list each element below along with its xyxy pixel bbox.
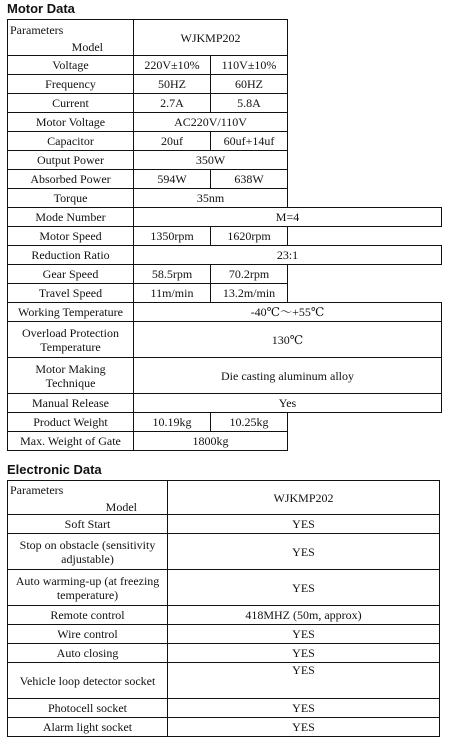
row-label: Stop on obstacle (sensitivity adjustable) (8, 534, 168, 570)
spacer (288, 20, 442, 56)
row-label: Mode Number (8, 208, 134, 227)
row-label: Auto warming-up (at freezing temperature) (8, 570, 168, 606)
spacer (288, 170, 442, 189)
row-label: Manual Release (8, 394, 134, 413)
spacer (288, 432, 442, 451)
cell-value: 50HZ (134, 75, 211, 94)
spacer (288, 113, 442, 132)
row-label: Voltage (8, 56, 134, 75)
cell-value: 10.25kg (211, 413, 288, 432)
cell-value: 10.19kg (134, 413, 211, 432)
motor-data-table (7, 19, 442, 451)
row-label: Auto closing (8, 644, 168, 663)
row-label: Product Weight (8, 413, 134, 432)
row-label: Vehicle loop detector socket (8, 663, 168, 699)
cell-value: 130℃ (134, 322, 442, 358)
spacer (288, 189, 442, 208)
spacer (288, 227, 442, 246)
cell-value: 594W (134, 170, 211, 189)
row-label: Alarm light socket (8, 718, 168, 737)
row-label: Motor Speed (8, 227, 134, 246)
motor-header-model: WJKMP202 (134, 20, 288, 56)
header-parameters-label: Parameters (10, 482, 64, 497)
spacer (288, 413, 442, 432)
cell-value: YES (168, 515, 440, 534)
row-label: Current (8, 94, 134, 113)
cell-value: 58.5rpm (134, 265, 211, 284)
cell-value: 5.8A (211, 94, 288, 113)
cell-value: AC220V/110V (134, 113, 288, 132)
row-label: Max. Weight of Gate (8, 432, 134, 451)
row-label: Photocell socket (8, 699, 168, 718)
electronic-data-table (7, 480, 440, 737)
cell-value: 60HZ (211, 75, 288, 94)
electronic-data-heading: Electronic Data (7, 462, 102, 477)
row-label: Reduction Ratio (8, 246, 134, 265)
spacer (288, 56, 442, 75)
row-label: Frequency (8, 75, 134, 94)
cell-value: 2.7A (134, 94, 211, 113)
cell-value: Die casting aluminum alloy (134, 358, 442, 394)
electronic-header-model: WJKMP202 (168, 481, 440, 515)
row-label: Motor Making Technique (8, 358, 134, 394)
cell-value: 20uf (134, 132, 211, 151)
cell-value: -40℃～+55℃ (134, 303, 442, 322)
row-label: Absorbed Power (8, 170, 134, 189)
row-label: Motor Voltage (8, 113, 134, 132)
cell-value: 70.2rpm (211, 265, 288, 284)
cell-value: 13.2m/min (211, 284, 288, 303)
row-label: Wire control (8, 625, 168, 644)
cell-value: YES (168, 663, 440, 699)
cell-value: 23:1 (134, 246, 442, 265)
row-label: Output Power (8, 151, 134, 170)
spacer (288, 132, 442, 151)
row-label: Overload Protection Temperature (8, 322, 134, 358)
spacer (288, 94, 442, 113)
row-label: Working Temperature (8, 303, 134, 322)
cell-value: YES (168, 699, 440, 718)
header-model-label: Model (71, 39, 103, 54)
cell-value: YES (168, 570, 440, 606)
motor-data-heading: Motor Data (7, 1, 75, 16)
row-label: Torque (8, 189, 134, 208)
motor-header-corner (8, 20, 134, 56)
row-label: Remote control (8, 606, 168, 625)
cell-value: YES (168, 718, 440, 737)
electronic-header-corner (8, 481, 168, 515)
row-label: Capacitor (8, 132, 134, 151)
cell-value: 60uf+14uf (211, 132, 288, 151)
cell-value: M=4 (134, 208, 442, 227)
header-model-label: Model (105, 499, 137, 514)
spacer (288, 265, 442, 284)
row-label: Gear Speed (8, 265, 134, 284)
spacer (288, 75, 442, 94)
cell-value: 1350rpm (134, 227, 211, 246)
header-parameters-label: Parameters (10, 22, 64, 37)
cell-value: 1620rpm (211, 227, 288, 246)
cell-value: 11m/min (134, 284, 211, 303)
row-label: Soft Start (8, 515, 168, 534)
cell-value: Yes (134, 394, 442, 413)
spacer (288, 151, 442, 170)
cell-value: 350W (134, 151, 288, 170)
cell-value: 1800kg (134, 432, 288, 451)
cell-value: 418MHZ (50m, approx) (168, 606, 440, 625)
cell-value: YES (168, 625, 440, 644)
row-label: Travel Speed (8, 284, 134, 303)
cell-value: 220V±10% (134, 56, 211, 75)
cell-value: 35nm (134, 189, 288, 208)
cell-value: YES (168, 534, 440, 570)
spacer (288, 284, 442, 303)
cell-value: YES (168, 644, 440, 663)
cell-value: 110V±10% (211, 56, 288, 75)
cell-value: 638W (211, 170, 288, 189)
